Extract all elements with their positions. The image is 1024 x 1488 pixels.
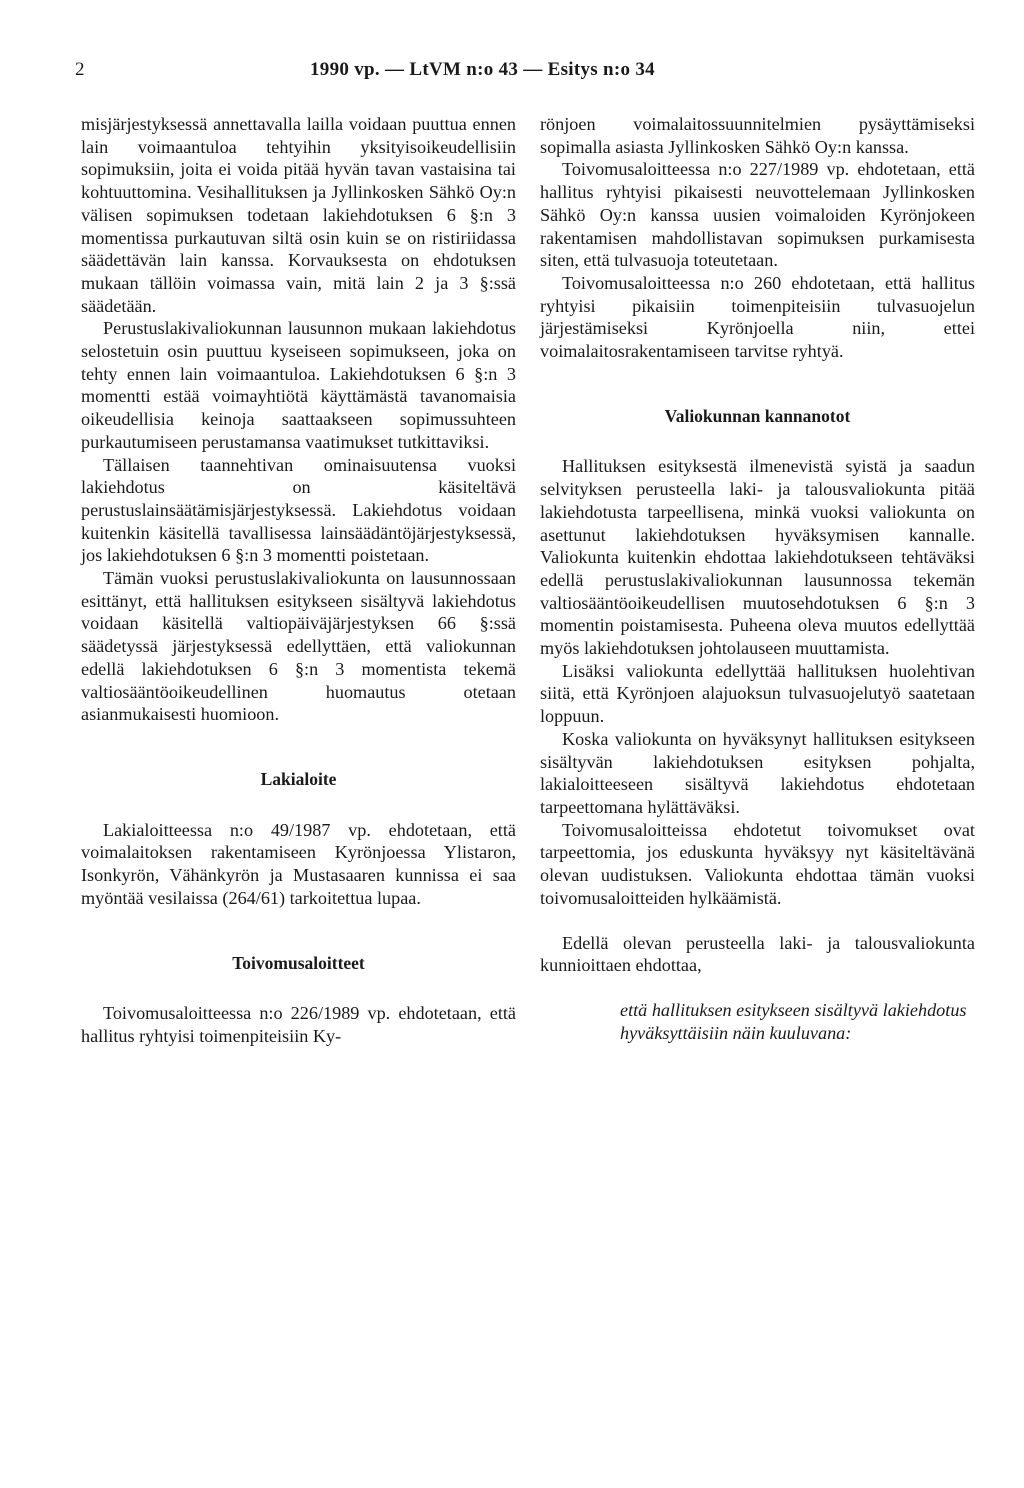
section-heading-toivomusaloitteet: Toivomusaloitteet <box>232 952 365 973</box>
paragraph: Tällaisen taannehtivan ominaisuutensa vuoksi lakiehdotus on käsiteltävä perustuslainsäätämisjärjestyksessä. Lakiehdotus voidaan kuitenkin käsitellä tavallisessa lainsäädäntöjärjestyksessä, jos lakiehdotuksen 6 §:n 3 momentti poistetaan. <box>81 454 516 566</box>
paragraph: Hallituksen esityksestä ilmenevistä syistä ja saadun selvityksen perusteella laki- ja talousvaliokunta pitää lakiehdotusta tarpeellisena, minkä vuoksi valiokunta on asettunut lakiehdotuksen hyväksymisen kannalle. Valiokunta kuitenkin ehdottaa lakiehdotukseen tehtäväksi edellä perustuslakivaliokunnan lausunnossa tekemän valtiosääntöoikeudellisen muutosehdotuksen 6 §:n 3 momentin poistamisesta. Puheena oleva muutos edellyttää myös lakiehdotuksen johtolauseen muuttamista. <box>540 456 975 659</box>
paragraph: Lakialoitteessa n:o 49/1987 vp. ehdotetaan, että voimalaitoksen rakentamiseen Kyrönjoessa Ylistaron, Isonkyrön, Vähänkyrön ja Mustasaaren kunnissa ei saa myöntää vesilaissa (264/61) tarkoitettua lupaa. <box>81 819 516 908</box>
closing-proposal: että hallituksen esitykseen sisältyvä lakiehdotus hyväksyttäisiin näin kuuluvana: <box>620 999 967 1043</box>
left-column <box>81 113 516 1048</box>
paragraph: rönjoen voimalaitossuunnitelmien pysäyttämiseksi sopimalla asiasta Jyllinkosken Sähkö Oy:n kanssa. <box>540 114 975 157</box>
section-heading-valiokunnan-kannanotot: Valiokunnan kannanotot <box>664 405 851 426</box>
right-column <box>540 113 975 1044</box>
paragraph: Koska valiokunta on hyväksynyt hallituksen esitykseen sisältyvän lakiehdotuksen esityksen pohjalta, lakialoitteeseen sisältyvä lakiehdotus ehdotetaan tarpeettomana hylättäväksi. <box>540 728 975 817</box>
page-number: 2 <box>75 59 85 80</box>
paragraph: Toivomusaloitteissa ehdotetut toivomukset ovat tarpeettomia, jos eduskunta hyväksyy nyt käsiteltävänä olevan uudistuksen. Valiokunta ehdottaa tämän vuoksi toivomusaloitteiden hylkäämistä. <box>540 819 975 908</box>
paragraph: Toivomusaloitteessa n:o 226/1989 vp. ehdotetaan, että hallitus ryhtyisi toimenpiteisiin Ky- <box>81 1003 516 1046</box>
paragraph: Toivomusaloitteessa n:o 260 ehdotetaan, että hallitus ryhtyisi pikaisiin toimenpiteisiin tulvasuojelun järjestämiseksi Kyrönjoella niin, ettei voimalaitosrakentamiseen tarvitse ryhtyä. <box>540 272 975 362</box>
paragraph: Perustuslakivaliokunnan lausunnon mukaan lakiehdotus selostetuin osin puuttuu kyseiseen sopimukseen, joka on tehty ennen lain voimaantuloa. Lakiehdotuksen 6 §:n 3 momentti estää voimayhtiötä käyttämästä tavanomaisia oikeudellisia keinoja saattaakseen sopimussuhteen purkautumiseen perustamansa vaatimukset tutkittaviksi. <box>81 318 516 452</box>
section-heading-lakialoite: Lakialoite <box>260 768 337 789</box>
running-head: 1990 vp. — LtVM n:o 43 — Esitys n:o 34 <box>310 59 655 80</box>
paragraph: Edellä olevan perusteella laki- ja talousvaliokunta kunnioittaen ehdottaa, <box>540 932 975 976</box>
paragraph: Lisäksi valiokunta edellyttää hallituksen huolehtivan siitä, että Kyrönjoen alajuoksun tulvasuojelutyö saatetaan loppuun. <box>540 660 975 727</box>
paragraph: Tämän vuoksi perustuslakivaliokunta on lausunnossaan esittänyt, että hallituksen esitykseen sisältyvä lakiehdotus voidaan käsitellä valtiopäiväjärjestyksen 66 §:ssä säädetyssä järjestyksessä edellyttäen, että valiokunnan edellä lakiehdotuksen 6 §:n 3 momentista tekemä valtiosääntöoikeudellinen huomautus otetaan asianmukaisesti huomioon. <box>81 568 516 725</box>
paragraph: Toivomusaloitteessa n:o 227/1989 vp. ehdotetaan, että hallitus ryhtyisi pikaisesti neuvottelemaan Jyllinkosken Sähkö Oy:n kanssa uusien voimaloiden Kyrönjokeen rakentamisen mahdollistavan sopimuksen purkamisesta siten, että tulvasuoja toteutetaan. <box>540 159 975 271</box>
paragraph: misjärjestyksessä annettavalla lailla voidaan puuttua ennen lain voimaantuloa tehtyihin yksityisoikeudellisiin sopimuksiin, joita ei voida pitää hyvän tavan vastaisina tai kohtuuttomina. Vesihallituksen ja Jyllinkosken Sähkö Oy:n välisen sopimuksen todetaan lakiehdotuksen 6 §:n 3 momentissa purkautuvan siltä osin kuin se on ristiriidassa säädettävän lain kanssa. Korvauksesta on ehdotuksen mukaan tällöin voimassa vain, mitä lain 2 ja 3 §:ssä säädetään. <box>81 114 516 316</box>
